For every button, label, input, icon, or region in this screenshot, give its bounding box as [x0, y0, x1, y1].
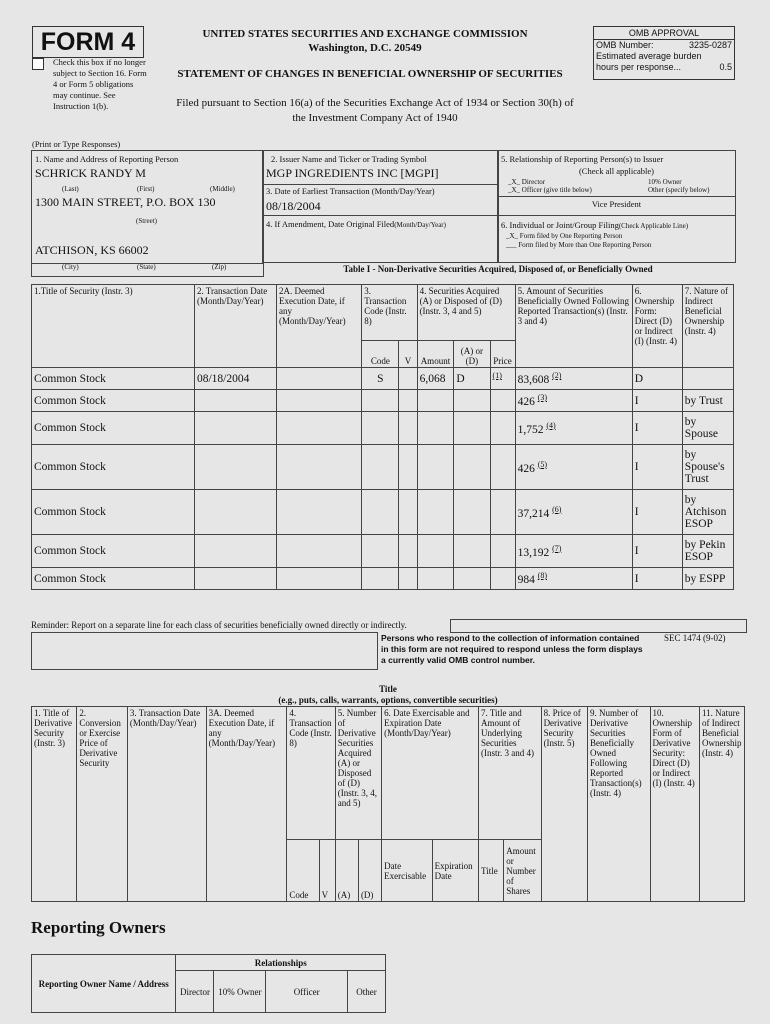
box4-sublabel: (Month/Day/Year) [394, 221, 446, 229]
sec-number: SEC 1474 (9-02) [664, 633, 726, 643]
owner-10pct-col: 10% Owner [214, 971, 266, 1013]
table-row [32, 445, 734, 490]
v-flag [399, 535, 417, 568]
footnote-link[interactable]: (6) [552, 504, 562, 514]
table-row [32, 490, 734, 535]
deemed-date [276, 490, 361, 535]
amount-owned [515, 368, 632, 390]
amount-owned [515, 490, 632, 535]
relationship-box [497, 150, 736, 216]
table2-subtitle: (e.g., puts, calls, warrants, options, convertible securities) [278, 695, 498, 705]
t2-sub-v: V [319, 840, 335, 902]
transaction-date [194, 490, 276, 535]
table-row [32, 390, 734, 412]
amount [417, 445, 454, 490]
amount-owned [515, 535, 632, 568]
security-title: Common Stock [32, 490, 195, 535]
reporting-person-name: SCHRICK RANDY M [35, 166, 146, 180]
reporting-owners-table [31, 954, 386, 1013]
owner-officer-col: Officer [266, 971, 348, 1013]
transaction-code: S [362, 368, 399, 390]
security-title: Common Stock [32, 568, 195, 590]
box1-label: 1. Name and Address of Reporting Person [35, 154, 179, 164]
reminder-box [450, 619, 747, 633]
v-flag [399, 490, 417, 535]
table1-title: Table I - Non-Derivative Securities Acquired, Disposed of, or Beneficially Owned [343, 264, 653, 274]
amount-owned-value: 984 [517, 573, 535, 586]
deemed-date [276, 445, 361, 490]
price [490, 535, 515, 568]
statement-title: STATEMENT OF CHANGES IN BENEFICIAL OWNERSHIP OF SECURITIES [177, 68, 563, 80]
city-labels-row [31, 262, 264, 277]
t2-header-price: 8. Price of Derivative Security (Instr. 5) [541, 707, 587, 902]
amount-owned-value: 426 [517, 395, 535, 408]
footnote-link[interactable]: (2) [552, 371, 562, 381]
owner-check: 10% Owner [648, 178, 682, 186]
persons-notice: Persons who respond to the collection of information contained in this form are not required to respond unless the form displays a currently valid OMB control number. [381, 633, 643, 665]
t2-sub-date-exercisable: Date Exercisable [382, 840, 432, 902]
nature: by Atchison ESOP [682, 490, 733, 535]
transaction-date [194, 390, 276, 412]
box2-label: 2. Issuer Name and Ticker or Trading Symbol [271, 154, 427, 164]
table2-heading [31, 684, 745, 706]
last-label: (Last) [62, 185, 79, 193]
table2-title: Title [379, 684, 397, 694]
form-title: FORM 4 [32, 26, 144, 58]
box5-sub: (Check all applicable) [578, 166, 655, 176]
amount-owned-value: 83,608 [517, 373, 550, 386]
t1-header-deemed: 2A. Deemed Execution Date, if any (Month/Day/Year) [276, 285, 361, 368]
table-row [32, 368, 734, 390]
owner-name-col: Reporting Owner Name / Address [32, 955, 176, 1013]
t1-sub-v: V [399, 341, 417, 368]
box6-sublabel: (Check Applicable Line) [618, 222, 689, 230]
filed-line-1: Filed pursuant to Section 16(a) of the Securities Exchange Act of 1934 or Section 30(h) of [176, 97, 574, 109]
deemed-date [276, 412, 361, 445]
print-note: (Print or Type Responses) [32, 139, 121, 149]
amount-owned [515, 412, 632, 445]
director-check: _X_ Director [508, 178, 546, 186]
footnote-link[interactable]: (4) [546, 420, 556, 430]
t1-header-nature: 7. Nature of Indirect Beneficial Ownership (Instr. 4) [682, 285, 733, 368]
street-label: (Street) [136, 217, 157, 225]
filed-line-2: the Investment Company Act of 1940 [292, 112, 458, 124]
t2-header-number-owned: 9. Number of Derivative Securities Beneficially Owned Following Reported Transaction(s) (Instr. 4) [587, 707, 650, 902]
security-title: Common Stock [32, 412, 195, 445]
reminder-text: Reminder: Report on a separate line for each class of securities beneficially owned directly or indirectly. [31, 620, 407, 630]
amount [417, 390, 454, 412]
city-label: (City) [62, 263, 79, 271]
t2-header-exercisable: 6. Date Exercisable and Expiration Date (Month/Day/Year) [382, 707, 479, 840]
t2-header-number: 5. Number of Derivative Securities Acquired (A) or Disposed of (D) (Instr. 3, 4, and 5) [335, 707, 381, 840]
transaction-code [362, 412, 399, 445]
amount-owned-value: 13,192 [517, 546, 550, 559]
officer-check: _X_ Officer (give title below) [508, 186, 592, 194]
filing-line-1: _X_ Form filed by One Reporting Person [506, 232, 623, 240]
t2-header-underlying: 7. Title and Amount of Underlying Securities (Instr. 3 and 4) [479, 707, 542, 840]
nature [682, 368, 733, 390]
officer-title: Vice President [498, 196, 735, 209]
zip-label: (Zip) [212, 263, 227, 271]
a-or-d [454, 535, 490, 568]
t1-sub-price: Price [490, 341, 515, 368]
v-flag [399, 568, 417, 590]
deemed-date [276, 390, 361, 412]
transaction-code [362, 445, 399, 490]
nature: by Trust [682, 390, 733, 412]
footnote-link[interactable]: (3) [537, 393, 548, 403]
no-longer-subject-checkbox[interactable] [32, 58, 44, 70]
street-address: 1300 MAIN STREET, P.O. BOX 130 [35, 195, 216, 209]
price [490, 390, 515, 412]
table-1 [31, 284, 734, 590]
a-or-d [454, 445, 490, 490]
filing-line-2: ___ Form filed by More than One Reporting Person [506, 241, 652, 249]
checkbox-instruction: Check this box if no longer subject to Section 16. Form 4 or Form 5 obligations may continue. See Instruction 1(b). [53, 57, 147, 111]
t2-header-code: 4. Transaction Code (Instr. 8) [287, 707, 335, 840]
price [490, 412, 515, 445]
ownership-form: I [632, 490, 682, 535]
security-title: Common Stock [32, 368, 195, 390]
box3-label: 3. Date of Earliest Transaction (Month/Day/Year) [266, 186, 435, 196]
t2-sub-amount-shares: Amount or Number of Shares [504, 840, 541, 902]
amount-owned [515, 390, 632, 412]
ownership-form: I [632, 445, 682, 490]
t1-sub-code: Code [362, 341, 399, 368]
blank-notice-box [31, 632, 378, 670]
t2-sub-a: (A) [335, 840, 358, 902]
security-title: Common Stock [32, 390, 195, 412]
table-2 [31, 706, 745, 902]
agency-heading [160, 27, 570, 55]
t1-header-acquired: 4. Securities Acquired (A) or Disposed of (D) (Instr. 3, 4 and 5) [417, 285, 515, 341]
t1-header-code: 3. Transaction Code (Instr. 8) [362, 285, 417, 341]
amendment-box [262, 215, 499, 263]
state-label: (State) [137, 263, 156, 271]
t2-header-date: 3. Transaction Date (Month/Day/Year) [127, 707, 206, 902]
issuer-name: MGP INGREDIENTS INC [MGPI] [266, 166, 439, 180]
omb-title: OMB APPROVAL [594, 27, 734, 40]
transaction-date [194, 445, 276, 490]
price-footnote[interactable]: (1) [492, 371, 502, 381]
omb-number: 3235-0287 [688, 40, 732, 50]
table-row [32, 535, 734, 568]
omb-number-label: OMB Number: [596, 40, 654, 50]
amount [417, 490, 454, 535]
a-or-d [454, 390, 490, 412]
filed-pursuant [150, 96, 600, 126]
price [490, 368, 515, 390]
a-or-d [454, 568, 490, 590]
amount [417, 568, 454, 590]
box4-label: 4. If Amendment, Date Original Filed [266, 219, 395, 229]
v-flag [399, 412, 417, 445]
footnote-link[interactable]: (7) [552, 543, 562, 553]
amount: 6,068 [417, 368, 454, 390]
omb-approval-box [593, 26, 735, 80]
table-row [32, 412, 734, 445]
transaction-date: 08/18/2004 [194, 368, 276, 390]
t2-sub-expiration: Expiration Date [432, 840, 478, 902]
t2-sub-code: Code [287, 840, 319, 902]
transaction-date [194, 568, 276, 590]
city-state-zip: ATCHISON, KS 66002 [35, 243, 149, 257]
footnote-link[interactable]: (8) [537, 571, 548, 581]
other-check: Other (specify below) [648, 186, 710, 194]
deemed-date [276, 568, 361, 590]
reporting-owners-heading: Reporting Owners [31, 918, 166, 937]
amount-owned-value: 426 [517, 462, 535, 475]
amount-owned-value: 1,752 [517, 423, 544, 436]
box5-label: 5. Relationship of Reporting Person(s) to Issuer [501, 154, 664, 164]
amount [417, 412, 454, 445]
amount [417, 535, 454, 568]
ownership-form: I [632, 390, 682, 412]
v-flag [399, 390, 417, 412]
box6-label: 6. Individual or Joint/Group Filing [501, 220, 619, 230]
t1-header-form: 6. Ownership Form: Direct (D) or Indirect (I) (Instr. 4) [632, 285, 682, 368]
filing-box [497, 214, 736, 263]
t1-header-amount-owned: 5. Amount of Securities Beneficially Owned Following Reported Transaction(s) (Instr. 3 and 4) [515, 285, 632, 368]
ownership-form: I [632, 535, 682, 568]
security-title: Common Stock [32, 535, 195, 568]
nature: by Pekin ESOP [682, 535, 733, 568]
a-or-d [454, 412, 490, 445]
t1-header-title: 1.Title of Security (Instr. 3) [32, 285, 195, 368]
ownership-form: I [632, 412, 682, 445]
security-title: Common Stock [32, 445, 195, 490]
deemed-date [276, 535, 361, 568]
first-label: (First) [137, 185, 155, 193]
ownership-form: D [632, 368, 682, 390]
t2-header-form: 10. Ownership Form of Derivative Security: Direct (D) or Indirect (I) (Instr. 4) [650, 707, 699, 902]
transaction-code [362, 535, 399, 568]
price [490, 445, 515, 490]
ownership-form: I [632, 568, 682, 590]
t2-header-nature: 11. Nature of Indirect Beneficial Ownership (Instr. 4) [699, 707, 744, 902]
t2-sub-title: Title [479, 840, 504, 902]
price [490, 490, 515, 535]
transaction-date [194, 412, 276, 445]
v-flag [399, 368, 417, 390]
a-or-d [454, 490, 490, 535]
transaction-code [362, 390, 399, 412]
transaction-code [362, 568, 399, 590]
a-or-d: D [454, 368, 490, 390]
nature: by Spouse's Trust [682, 445, 733, 490]
middle-label: (Middle) [210, 185, 235, 193]
v-flag [399, 445, 417, 490]
transaction-date [194, 535, 276, 568]
nature: by ESPP [682, 568, 733, 590]
hours-label: hours per response... [596, 62, 682, 72]
nature: by Spouse [682, 412, 733, 445]
agency-address: Washington, D.C. 20549 [308, 42, 422, 54]
footnote-link[interactable]: (5) [537, 459, 548, 469]
owner-other-col: Other [348, 971, 386, 1013]
issuer-box [262, 150, 499, 185]
price [490, 568, 515, 590]
amount-owned [515, 445, 632, 490]
relationships-header: Relationships [176, 955, 386, 971]
amount-owned [515, 568, 632, 590]
agency-name: UNITED STATES SECURITIES AND EXCHANGE COMMISSION [202, 28, 528, 40]
t2-header-deemed: 3A. Deemed Execution Date, if any (Month/Day/Year) [206, 707, 287, 902]
t1-sub-aord: (A) or (D) [454, 341, 490, 368]
transaction-code [362, 490, 399, 535]
t2-header-title: 1. Title of Derivative Security (Instr. 3) [32, 707, 77, 902]
amount-owned-value: 37,214 [517, 507, 550, 520]
earliest-transaction-box [262, 183, 499, 216]
burden-label: Estimated average burden [596, 51, 702, 61]
hours-value: 0.5 [719, 62, 732, 72]
owner-director-col: Director [176, 971, 214, 1013]
deemed-date [276, 368, 361, 390]
t2-sub-d: (D) [358, 840, 381, 902]
reporting-person-box [31, 150, 264, 264]
t1-sub-amount: Amount [417, 341, 454, 368]
earliest-transaction-date: 08/18/2004 [266, 199, 321, 213]
t2-header-conversion: 2. Conversion or Exercise Price of Derivative Security [77, 707, 127, 902]
table-row [32, 568, 734, 590]
t1-header-date: 2. Transaction Date (Month/Day/Year) [194, 285, 276, 368]
